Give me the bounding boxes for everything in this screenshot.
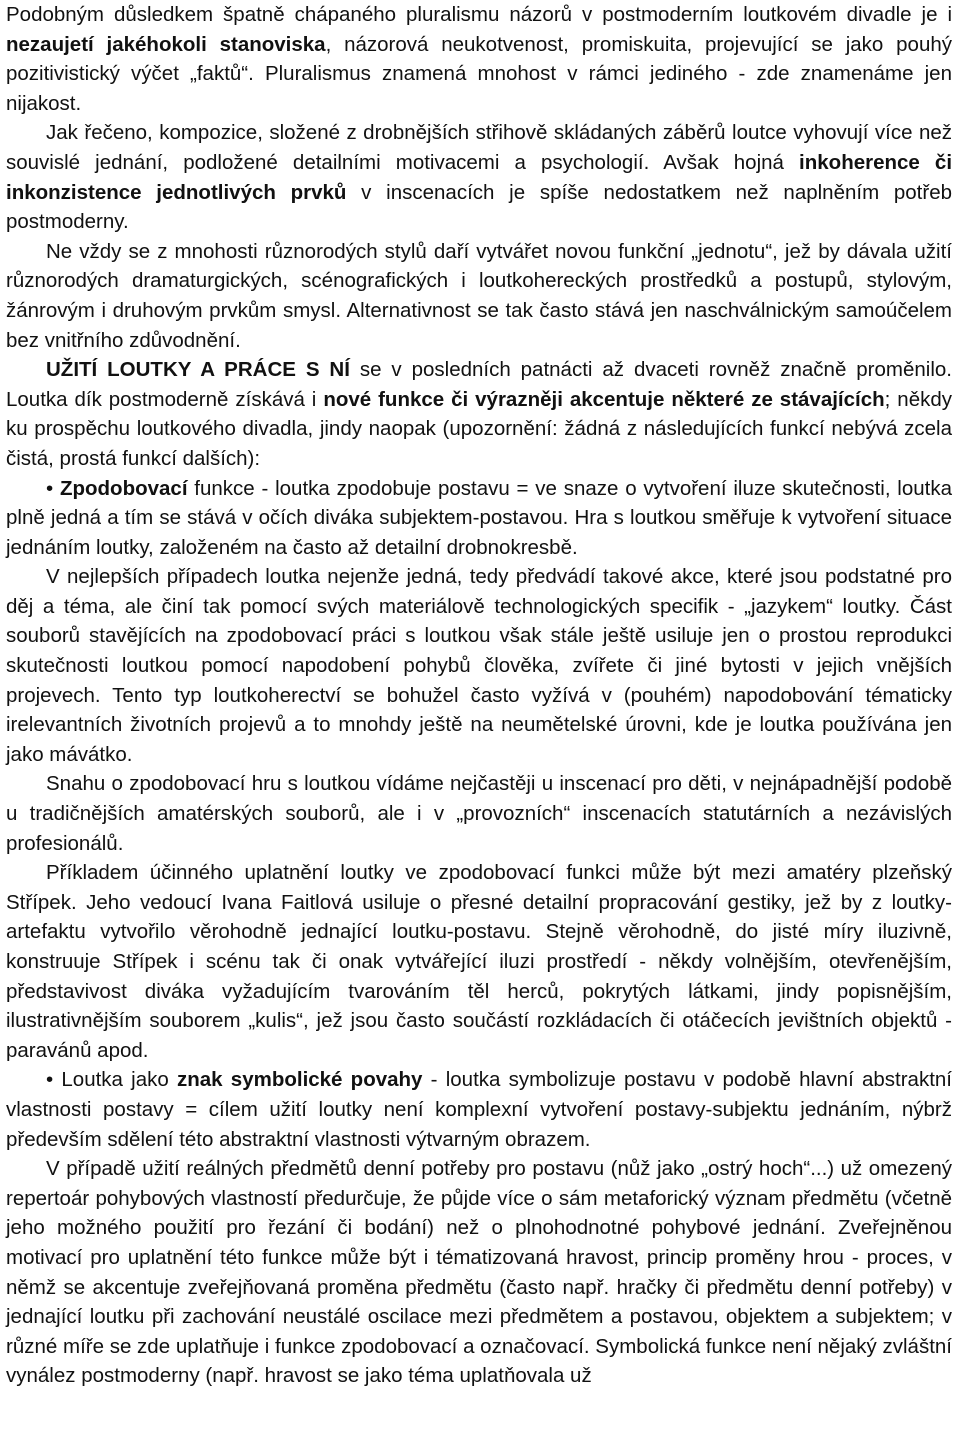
- bullet-paragraph: [6, 1065, 952, 1154]
- text-run: se v posledních patnácti až dvaceti rovněž značně proměnilo. Loutka dík postmoderně získává i: [6, 358, 952, 411]
- paragraph: [6, 769, 952, 858]
- text-run: funkce - loutka zpodobuje postavu = ve snaze o vytvoření iluze skutečnosti, loutka plně jedná a tím se stává v očích diváka subjektem-postavou. Hra s loutkou směřuje k vytvoření situace jednáním loutky, založeném na často až detailní drobnokresbě.: [6, 476, 952, 559]
- text-run: Jak řečeno, kompozice, složené z drobnějších střihově skládaných záběrů loutce vyhovují více než souvislé jednání, podložené detailními motivacemi a psychologií. Avšak hojná: [6, 121, 952, 174]
- paragraph: [6, 562, 952, 769]
- bullet-paragraph: [6, 474, 952, 563]
- section-heading: UŽITÍ LOUTKY A PRÁCE S NÍ: [46, 358, 350, 382]
- text-run: - loutka symbolizuje postavu v podobě hlavní abstraktní vlastnosti postavy = cílem užití loutky není komplexní vytvoření postavy-subjektu jednáním, nýbrž především sdělení této abstraktní vlastnosti výtvarným obrazem.: [6, 1068, 953, 1151]
- bold-text: nové funkce či výrazněji akcentuje některé ze stávajících: [323, 387, 885, 411]
- bold-text: nezaujetí jakéhokoli stanoviska: [6, 32, 326, 56]
- text-run: V nejlepších případech loutka nejenže jedná, tedy předvádí takové akce, které jsou podstatné pro děj a téma, ale činí tak pomocí svých materiálově technologických specifik - „jazykem“ loutky. Část souborů stavějících na zpodobovací práci s loutkou však stále ještě usiluje jen o prostou reprodukci skutečnosti loutkou pomocí napodobení pohybů člověka, zvířete či jiné bytosti v jejich vnějších projevech. Tento typ loutkoherectví se bohužel často vyžívá v (pouhém) napodobování tématicky irelevantních životních projevů a to mnohdy ještě na neumětelské úrovni, kde je loutka používána jen jako mávátko.: [6, 565, 952, 766]
- text-run: V případě užití reálných předmětů denní potřeby pro postavu (nůž jako „ostrý hoch“...) už omezený repertoár pohybových vlastností předurčuje, že půjde více o sám metaforický význam předmětu (včetně jeho možného použití pro řezání či bodání) než o plnohodnotné pohybové jednání. Zveřejněnou motivací pro uplatnění této funkce může být i tématizovaná hravost, princip proměny hrou - proces, v němž se akcentuje zveřejňovaná proměna předmětu (často např. hračky či předmětu denní potřeby) v jednající loutku při zachování neustálé oscilace mezi předmětem a postavou, objektem a subjektem; v různé míře se zde uplatňuje i funkce zpodobovací a označovací. Symbolická funkce není nějaký zvláštní vynález postmoderny (např. hravost se jako téma uplatňovala už: [6, 1157, 952, 1388]
- paragraph: [6, 355, 952, 473]
- bold-text: inkoherence či inkonzistence jednotlivých prvků: [6, 150, 953, 204]
- text-run: • Loutka jako: [46, 1068, 177, 1092]
- paragraph: [6, 1154, 952, 1391]
- bold-text: znak symbolické povahy: [177, 1068, 423, 1092]
- paragraph: [6, 0, 952, 118]
- text-run: Snahu o zpodobovací hru s loutkou vídáme nejčastěji u inscenací pro děti, v nejnápadnější podobě u tradičnějších amatérských souborů, ale i v „provozních“ inscenacích statutárních a nezávislých profesionálů.: [6, 772, 952, 855]
- text-run: Příkladem účinného uplatnění loutky ve zpodobovací funkci může být mezi amatéry plzeňský Střípek. Jeho vedoucí Ivana Faitlová usiluje o přesné detailní propracování gestiky, jež by z loutky-artefaktu vytvořilo věrohodně jednající loutku-postavu. Stejně věrohodně, do jisté míry iluzivně, konstruuje Střípek i scénu tak či onak vytvářející iluzi prostředí - někdy volnějším, otevřenějším, představivost diváka vyžadujícím tvarováním těl herců, pokrytých látkami, jindy popisnějším, ilustrativnějším souborem „kulis“, jež jsou často součástí rozkládacích či otáčecích jevištních objektů - paravánů apod.: [6, 861, 952, 1062]
- paragraph: [6, 858, 952, 1065]
- text-run: v inscenacích je spíše nedostatkem než naplněním potřeb postmoderny.: [6, 180, 953, 234]
- bullet-marker: •: [46, 476, 60, 500]
- text-run: , názorová neukotvenost, promiskuita, projevující se jako pouhý pozitivistický výčet „faktů“. Pluralismus znamená mnohost v rámci jediného - zde znamenáme jen nijakost.: [6, 32, 952, 115]
- text-run: Podobným důsledkem špatně chápaného pluralismu názorů v postmoderním loutkovém divadle je i: [6, 3, 952, 26]
- text-run: Ne vždy se z mnohosti různorodých stylů daří vytvářet novou funkční „jednotu“, jež by dávala užití různorodých dramaturgických, scénografických i loutkohereckých prostředků a postupů, stylovým, žánrovým i druhovým prvkům smysl. Alternativnost se tak často stává jen naschválnickým samoúčelem bez vnitřního zdůvodnění.: [6, 239, 952, 352]
- paragraph: [6, 118, 952, 236]
- paragraph: [6, 237, 952, 355]
- bold-text: Zpodobovací: [59, 476, 188, 500]
- text-run: ; někdy ku prospěchu loutkového divadla, jindy naopak (upozornění: žádná z následujících funkcí nebývá zcela čistá, prostá funkcí dalších):: [6, 387, 952, 470]
